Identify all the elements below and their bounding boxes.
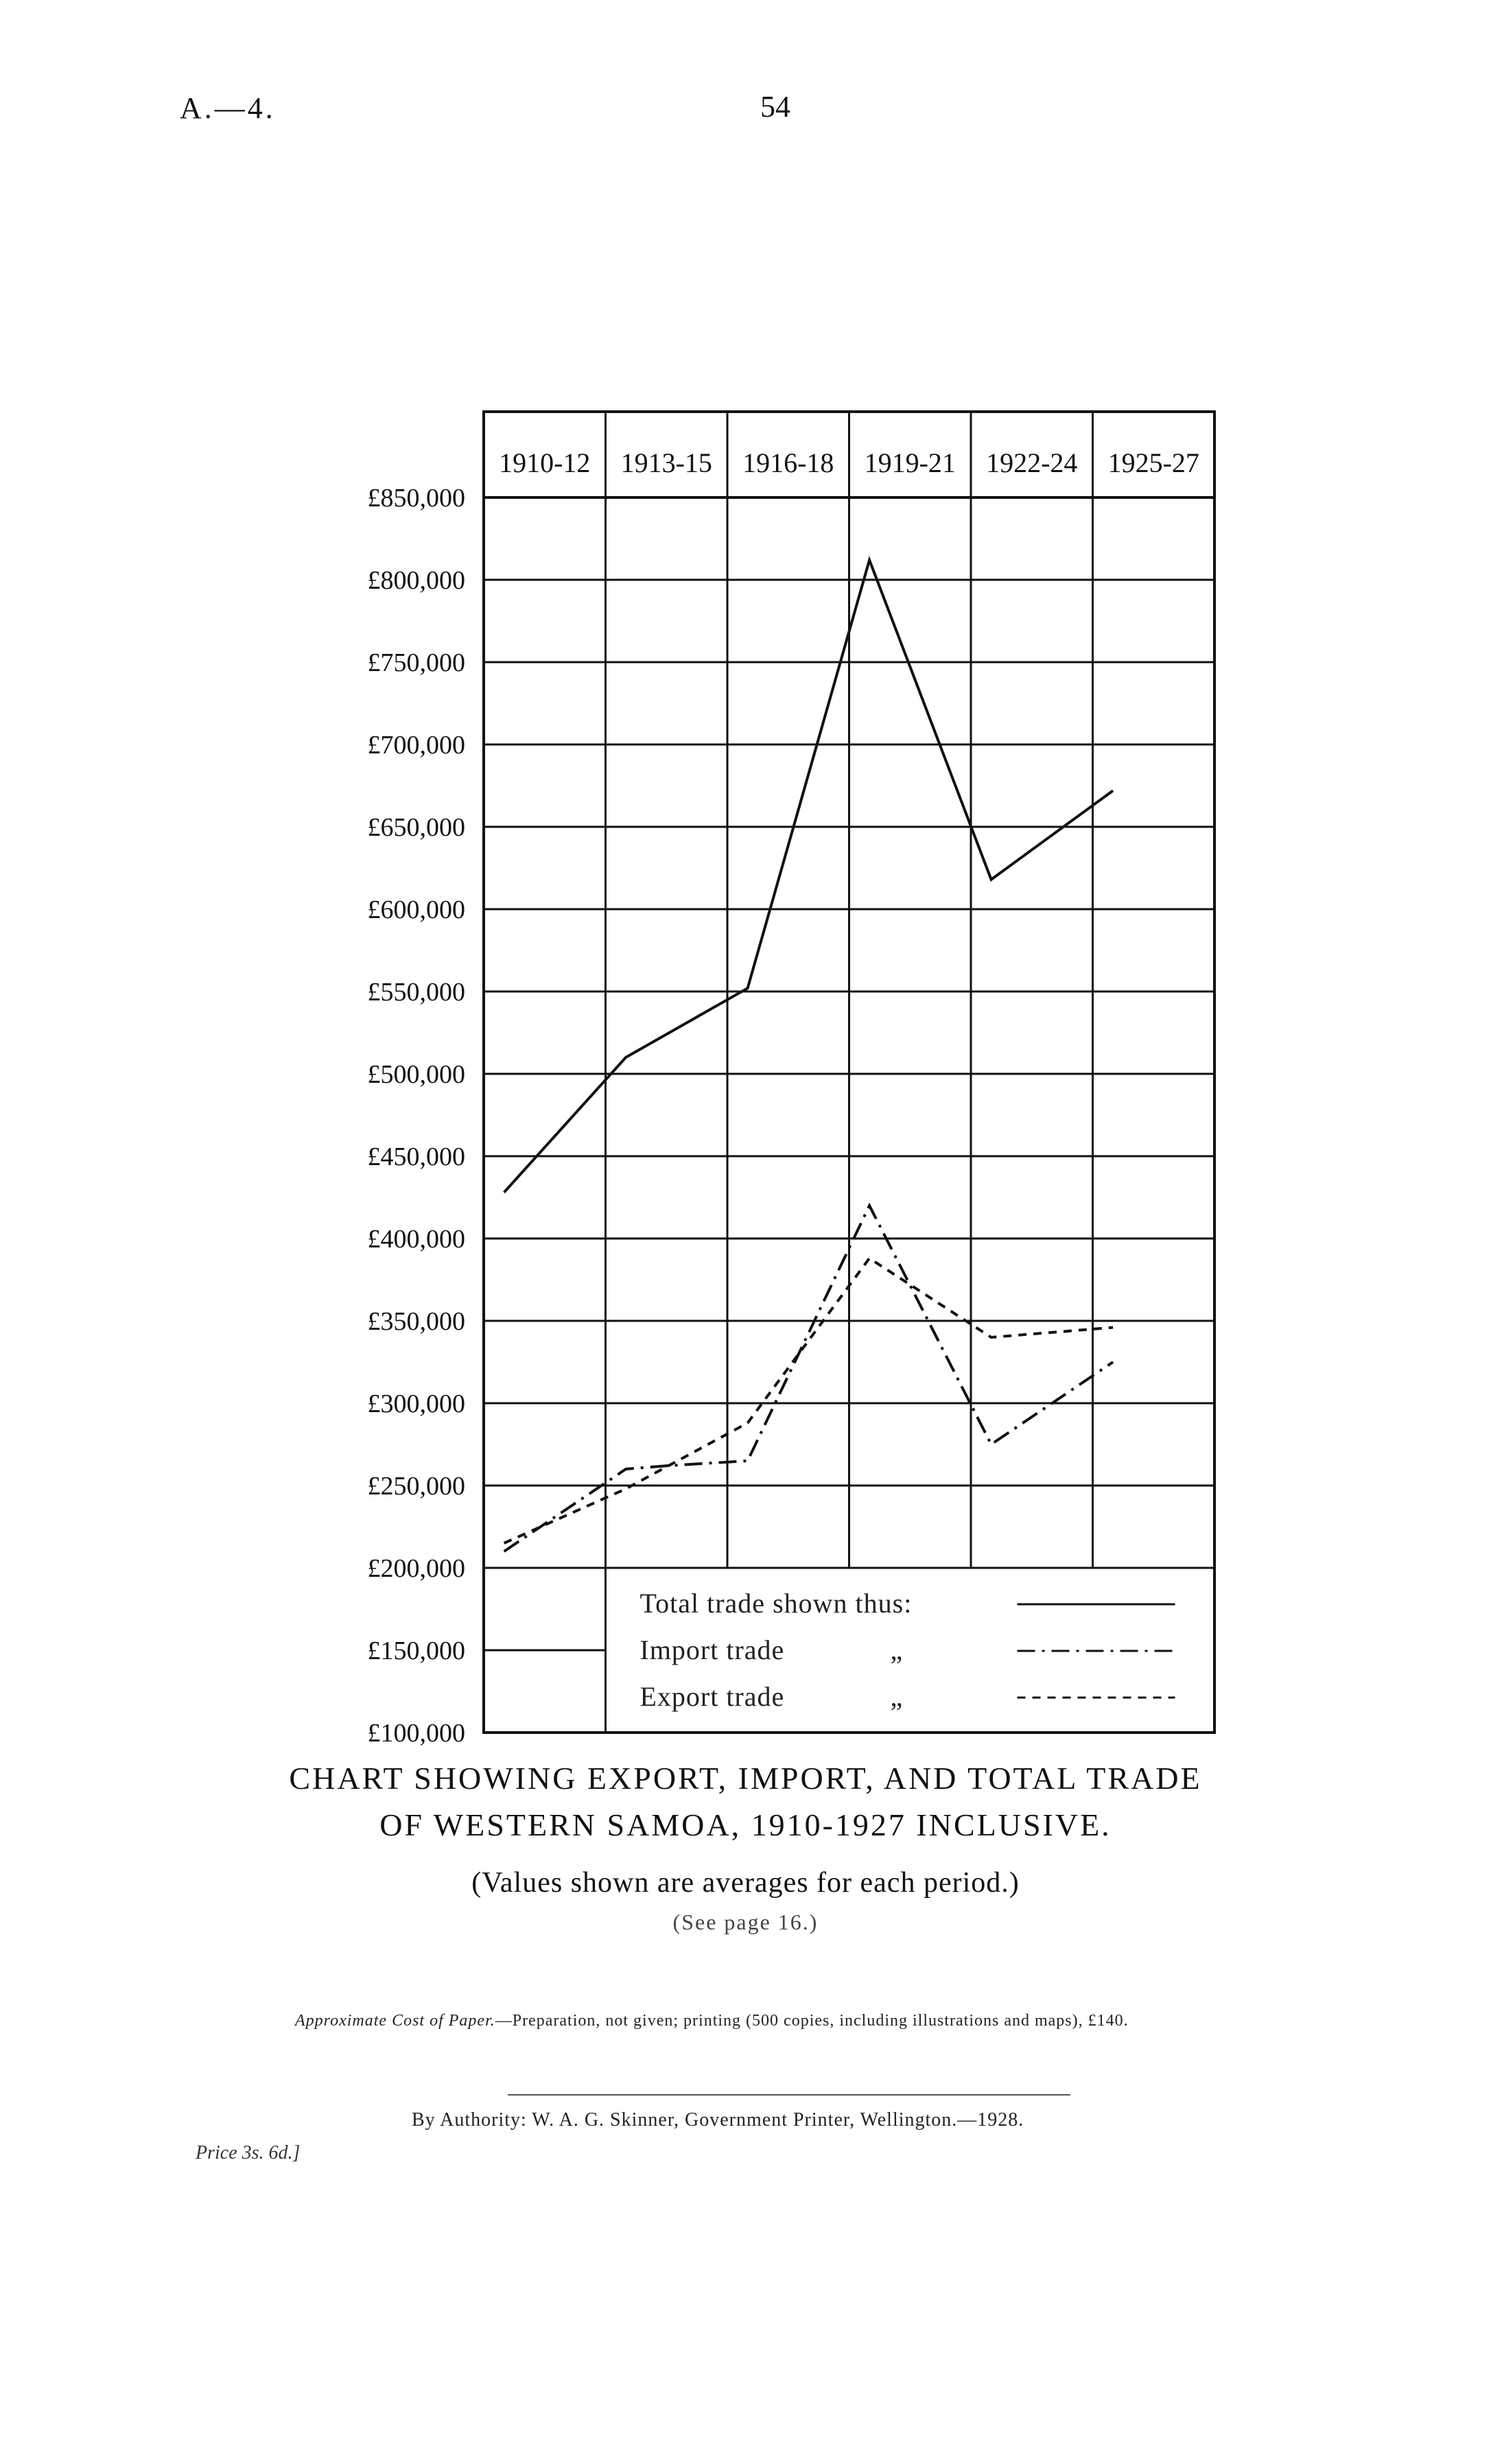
series-line-export-trade xyxy=(504,1258,1114,1543)
legend-label: Total trade shown thus: xyxy=(639,1588,913,1619)
y-tick-label: £300,000 xyxy=(367,1389,465,1418)
page-number: 54 xyxy=(760,90,790,124)
legend-ditto-mark: „ xyxy=(890,1634,904,1665)
series-line-total-trade xyxy=(504,560,1114,1193)
period-header: 1913-15 xyxy=(620,447,712,478)
cost-label: Approximate Cost of Paper. xyxy=(295,2012,495,2030)
y-tick-label: £450,000 xyxy=(367,1142,465,1171)
y-axis-tick-labels xyxy=(368,484,466,1748)
period-header: 1916-18 xyxy=(742,447,834,478)
chart-subtitle: (Values shown are averages for each period.) xyxy=(471,1867,1020,1899)
y-tick-label: £700,000 xyxy=(367,731,465,760)
y-tick-label: £100,000 xyxy=(367,1719,465,1748)
y-tick-label: £750,000 xyxy=(367,648,465,677)
y-tick-label: £550,000 xyxy=(367,978,465,1007)
cost-text: —Preparation, not given; printing (500 copies, including illustrations and maps), £140. xyxy=(495,2012,1129,2030)
price-note: Price 3s. 6d.] xyxy=(196,2142,301,2163)
chart-title-line-1: CHART SHOWING EXPORT, IMPORT, AND TOTAL TRADE xyxy=(289,1761,1202,1796)
chart-legend xyxy=(640,1588,1175,1712)
chart-title-line-2: OF WESTERN SAMOA, 1910-1927 INCLUSIVE. xyxy=(379,1807,1112,1842)
see-page-note: (See page 16.) xyxy=(672,1910,819,1934)
y-tick-label: £200,000 xyxy=(367,1554,465,1583)
series-line-import-trade xyxy=(504,1206,1114,1551)
y-tick-label: £350,000 xyxy=(367,1307,465,1336)
legend-ditto-mark: „ xyxy=(890,1681,904,1712)
printer-authority: By Authority: W. A. G. Skinner, Government Printer, Wellington.—1928. xyxy=(412,2109,1024,2131)
period-header: 1910-12 xyxy=(499,447,591,478)
document-reference: A.—4. xyxy=(180,91,276,125)
chart-grid xyxy=(484,412,1214,1733)
y-tick-label: £850,000 xyxy=(367,484,465,513)
y-tick-label: £250,000 xyxy=(367,1472,465,1501)
y-tick-label: £150,000 xyxy=(367,1636,465,1665)
cost-of-paper-note xyxy=(295,2012,1129,2030)
period-header: 1922-24 xyxy=(986,447,1078,478)
y-tick-label: £500,000 xyxy=(367,1060,465,1089)
period-header: 1919-21 xyxy=(864,447,956,478)
footer-rule xyxy=(508,2094,1070,2096)
y-tick-label: £600,000 xyxy=(367,895,465,924)
y-tick-label: £400,000 xyxy=(367,1225,465,1254)
period-header: 1925-27 xyxy=(1107,447,1199,478)
y-tick-label: £650,000 xyxy=(367,813,465,842)
legend-label: Import trade xyxy=(639,1634,785,1665)
legend-label: Export trade xyxy=(639,1681,785,1712)
y-tick-label: £800,000 xyxy=(367,566,465,595)
